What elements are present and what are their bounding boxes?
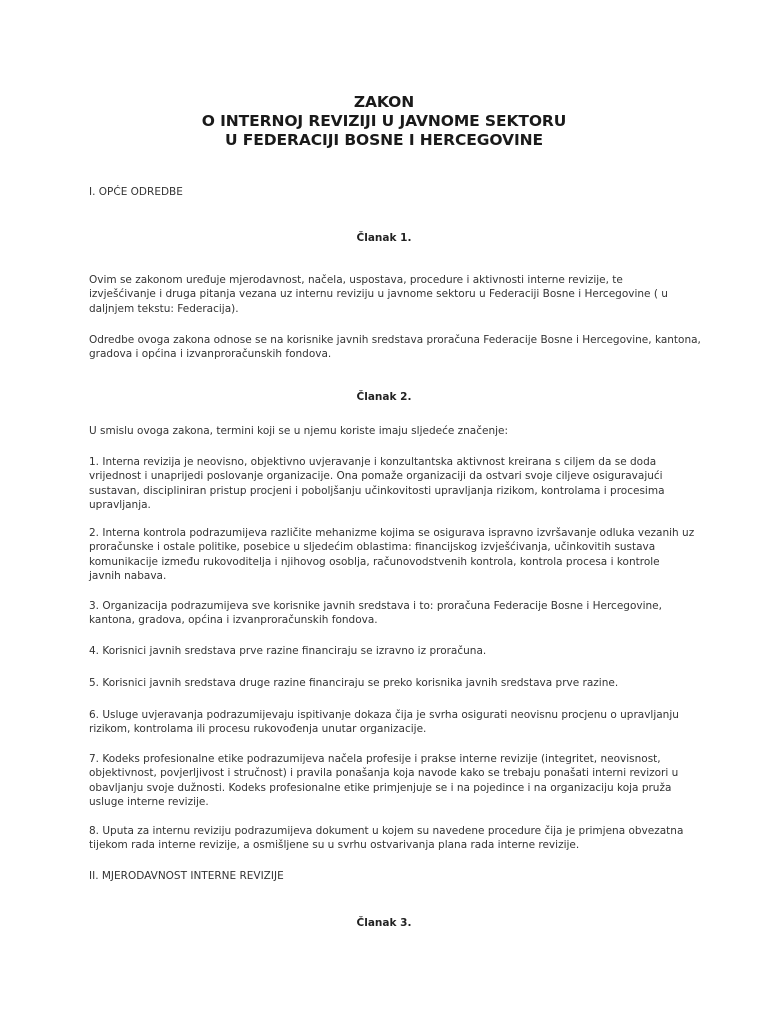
article-1-heading: Članak 1. — [356, 232, 412, 244]
text-line: obavljanju svoje dužnosti. Kodeks profesionalne etike primjenjuje se i na pojedince i na organizaciju koja pruža — [89, 781, 672, 794]
text-line: 2. Interna kontrola podrazumijeva različite mehanizme kojima se osigurava ispravno izvršavanje odluka vezanih uz — [89, 527, 695, 539]
title-line-1: ZAKON — [353, 93, 415, 111]
text-line: 7. Kodeks profesionalne etike podrazumijeva načela profesije i prakse interne revizije (integritet, neovisnost, — [89, 753, 661, 765]
text-line: proračunske i ostale politike, posebice u sljedećim oblastima: financijskog izvješćivanja, učinkovitih sustava — [89, 541, 656, 554]
article-2-heading: Članak 2. — [356, 391, 412, 403]
text-line: sustavan, discipliniran pristup procjeni i poboljšanju učinkovitosti upravljanja rizikom, kontrolama i procesima — [89, 484, 665, 497]
text-line: 5. Korisnici javnih sredstava druge razine financiraju se preko korisnika javnih sredstava prve razine. — [89, 677, 619, 689]
text-line: vrijednost i unaprijedi poslovanje organizacije. Ona pomaže organizaciji da ostvari svoje ciljeve osiguravajući — [89, 470, 663, 483]
text-line: 4. Korisnici javnih sredstava prve razine financiraju se izravno iz proračuna. — [89, 645, 487, 657]
definition-item-6 — [89, 708, 689, 737]
text-line: objektivnost, povjerljivost i stručnost) i pravila ponašanja koja navode kako se trebaju ponašati interni revizori u — [89, 767, 679, 780]
article-2-intro — [89, 424, 689, 438]
text-line: 1. Interna revizija je neovisno, objektivno uvjeravanje i konzultantska aktivnost kreirana s ciljem da se doda — [89, 456, 657, 468]
definition-item-2 — [89, 526, 695, 583]
text-line: Ovim se zakonom uređuje mjerodavnost, načela, uspostava, procedure i aktivnosti interne revizije, te — [89, 274, 623, 286]
article-1-paragraph-2 — [89, 333, 701, 362]
definition-item-5 — [89, 676, 689, 690]
title-line-3: U FEDERACIJI BOSNE I HERCEGOVINE — [225, 131, 543, 149]
text-line: daljnjem tekstu: Federacija). — [89, 302, 239, 315]
section-heading-1: I. OPĆE ODREDBE — [89, 186, 183, 198]
title-line-2: O INTERNOJ REVIZIJI U JAVNOME SEKTORU — [201, 112, 567, 130]
text-line: 3. Organizacija podrazumijeva sve korisnike javnih sredstava i to: proračuna Federacije Bosne i Hercegovine, — [89, 600, 662, 612]
article-3-heading: Članak 3. — [356, 917, 412, 929]
definition-item-1 — [89, 455, 689, 512]
text-line: gradova i općina i izvanproračunskih fondova. — [89, 348, 332, 361]
text-line: komunikacije između rukovoditelja i njihovog osoblja, računovodstvenih kontrola, kontrola procesa i kontrole — [89, 555, 660, 568]
text-line: 6. Usluge uvjeravanja podrazumijevaju ispitivanje dokaza čija je svrha osigurati neovisnu procjenu o upravljanju — [89, 709, 679, 721]
text-line: Odredbe ovoga zakona odnose se na korisnike javnih sredstava proračuna Federacije Bosne i Hercegovine, kantona, — [89, 334, 701, 346]
section-heading-2: II. MJERODAVNOST INTERNE REVIZIJE — [89, 870, 284, 882]
definition-item-8 — [89, 824, 689, 853]
document-title — [0, 93, 768, 150]
definition-item-4 — [89, 644, 689, 658]
text-line: javnih nabava. — [89, 569, 167, 582]
article-1-paragraph-1 — [89, 273, 689, 316]
text-line: rizikom, kontrolama ili procesu rukovođenja unutar organizacije. — [89, 723, 427, 736]
text-line: usluge interne revizije. — [89, 795, 209, 808]
text-line: 8. Uputa za internu reviziju podrazumijeva dokument u kojem su navedene procedure čija je primjena obvezatna — [89, 825, 684, 837]
definition-item-3 — [89, 599, 689, 628]
text-line: U smislu ovoga zakona, termini koji se u njemu koriste imaju sljedeće značenje: — [89, 425, 509, 437]
text-line: tijekom rada interne revizije, a osmišljene su u svrhu ostvarivanja plana rada interne revizije. — [89, 839, 580, 852]
text-line: upravljanja. — [89, 498, 151, 511]
definition-item-7 — [89, 752, 689, 809]
text-line: kantona, gradova, općina i izvanproračunskih fondova. — [89, 614, 378, 627]
text-line: izvješćivanje i druga pitanja vezana uz internu reviziju u javnome sektoru u Federaciji Bosne i Hercegovine ( u — [89, 288, 668, 301]
